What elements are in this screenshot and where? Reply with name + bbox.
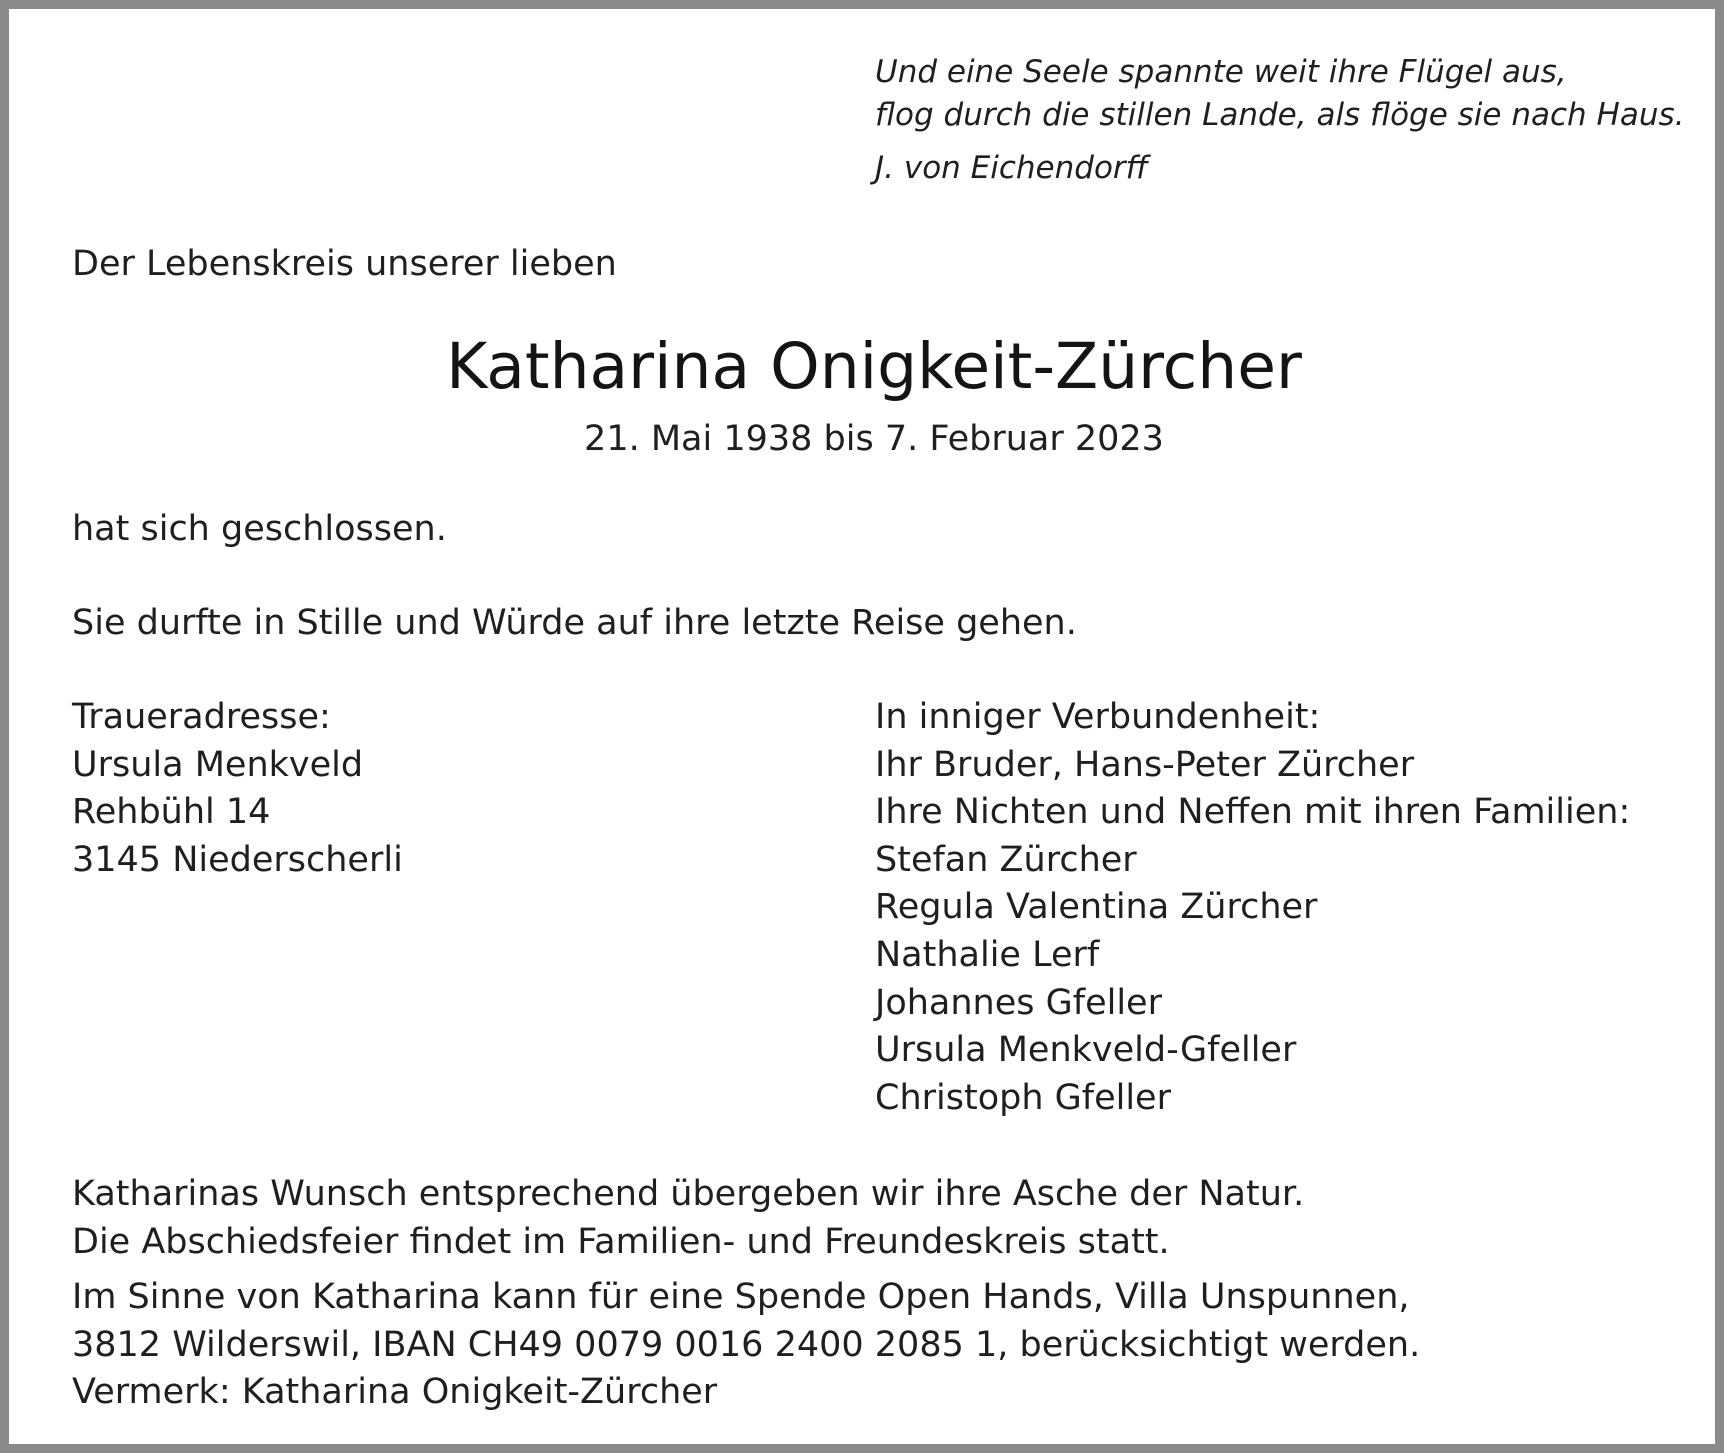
donation-paragraph (72, 1274, 1420, 1417)
donation-line: 3812 Wilderswil, IBAN CH49 0079 0016 2400 2085 1, berücksichtigt werden. (72, 1324, 1421, 1365)
wish-paragraph (72, 1171, 1304, 1266)
quote-line: Und eine Seele spannte weit ihre Flügel aus, (875, 54, 1567, 90)
quote-line: flog durch die stillen Lande, als flöge sie nach Haus. (875, 97, 1685, 133)
mourner-line: Nathalie Lerf (875, 934, 1100, 975)
wish-line: Katharinas Wunsch entsprechend übergeben wir ihre Asche der Natur. (72, 1174, 1305, 1214)
mourner-line: Stefan Zürcher (875, 839, 1137, 880)
life-dates: 21. Mai 1938 bis 7. Februar 2023 (584, 419, 1164, 459)
mourners-list (875, 694, 1630, 1122)
mourner-line: Johannes Gfeller (875, 982, 1162, 1023)
quote-author: J. von Eichendorff (875, 150, 1149, 186)
mourner-line: Ihre Nichten und Neffen mit ihren Familien: (875, 792, 1631, 833)
donation-line: Vermerk: Katharina Onigkeit-Zürcher (72, 1372, 718, 1413)
mourner-line: Regula Valentina Zürcher (875, 887, 1318, 928)
epigraph-quote (875, 51, 1685, 190)
mourner-line: Ihr Bruder, Hans-Peter Zürcher (875, 744, 1415, 785)
donation-line: Im Sinne von Katharina kann für eine Spende Open Hands, Villa Unspunnen, (72, 1277, 1410, 1317)
closed-text: hat sich geschlossen. (72, 509, 447, 549)
deceased-name: Katharina Onigkeit-Zürcher (446, 330, 1302, 403)
intro-text: Der Lebenskreis unserer lieben (72, 244, 617, 284)
mourner-line: Christoph Gfeller (875, 1077, 1171, 1118)
address-label: Traueradresse: (72, 697, 331, 737)
mourning-address (72, 694, 403, 884)
address-line: Rehbühl 14 (72, 792, 271, 833)
farewell-text: Sie durfte in Stille und Würde auf ihre letzte Reise gehen. (72, 603, 1077, 643)
mourner-line: Ursula Menkveld-Gfeller (875, 1030, 1297, 1071)
address-line: Ursula Menkveld (72, 744, 364, 785)
mourners-label: In inniger Verbundenheit: (875, 697, 1321, 737)
wish-line: Die Abschiedsfeier findet im Familien- und Freundeskreis statt. (72, 1221, 1170, 1262)
address-line: 3145 Niederscherli (72, 839, 403, 880)
